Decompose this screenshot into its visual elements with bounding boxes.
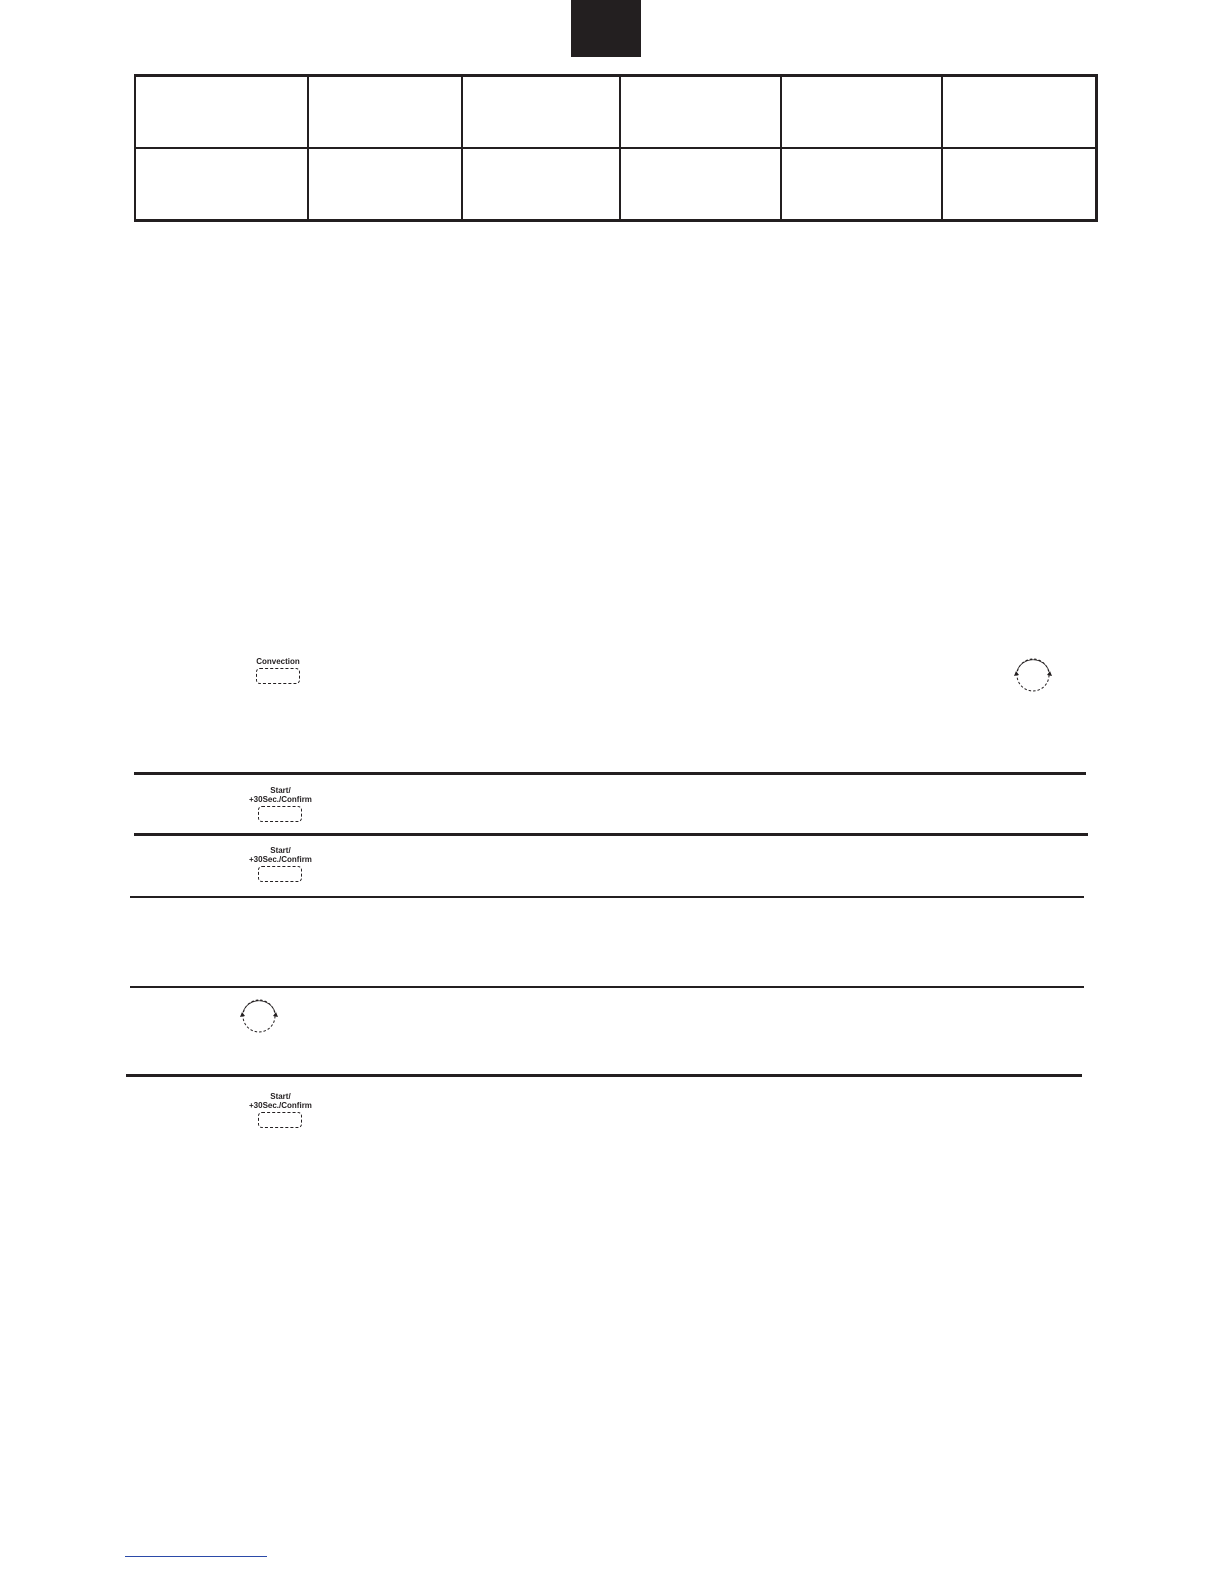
table-cell — [620, 76, 781, 149]
divider — [126, 1074, 1082, 1077]
table-row — [135, 148, 1097, 221]
start-confirm-key[interactable] — [249, 1092, 312, 1128]
table-cell — [781, 148, 942, 221]
table-cell — [462, 148, 620, 221]
start-key-label-line1: Start/ — [270, 786, 291, 795]
start-key-label-line2: +30Sec./Confirm — [249, 855, 312, 864]
rotary-knob-icon[interactable] — [1009, 651, 1057, 699]
footer-link-underline[interactable] — [125, 1556, 267, 1557]
rotary-knob-icon[interactable] — [235, 992, 283, 1040]
start-key-label-line2: +30Sec./Confirm — [249, 1101, 312, 1110]
dashed-key-icon — [258, 1112, 302, 1128]
divider — [130, 896, 1084, 898]
dashed-key-icon — [258, 866, 302, 882]
start-key-label-line1: Start/ — [270, 1092, 291, 1101]
table-cell — [942, 148, 1097, 221]
table-cell — [781, 76, 942, 149]
start-key-label-line1: Start/ — [270, 846, 291, 855]
settings-table — [134, 74, 1098, 222]
table-cell — [308, 76, 462, 149]
table-cell — [308, 148, 462, 221]
table-cell — [942, 76, 1097, 149]
start-key-label-line2: +30Sec./Confirm — [249, 795, 312, 804]
table-row — [135, 76, 1097, 149]
table-cell — [620, 148, 781, 221]
table-cell — [462, 76, 620, 149]
table-cell — [135, 148, 308, 221]
dashed-key-icon — [258, 806, 302, 822]
dashed-key-icon — [256, 668, 300, 684]
convection-key[interactable] — [256, 657, 300, 684]
divider — [134, 833, 1088, 836]
convection-key-label: Convection — [256, 657, 300, 666]
table-cell — [135, 76, 308, 149]
start-confirm-key[interactable] — [249, 846, 312, 882]
divider — [134, 772, 1086, 775]
language-tab — [571, 0, 641, 57]
divider — [130, 986, 1084, 988]
start-confirm-key[interactable] — [249, 786, 312, 822]
